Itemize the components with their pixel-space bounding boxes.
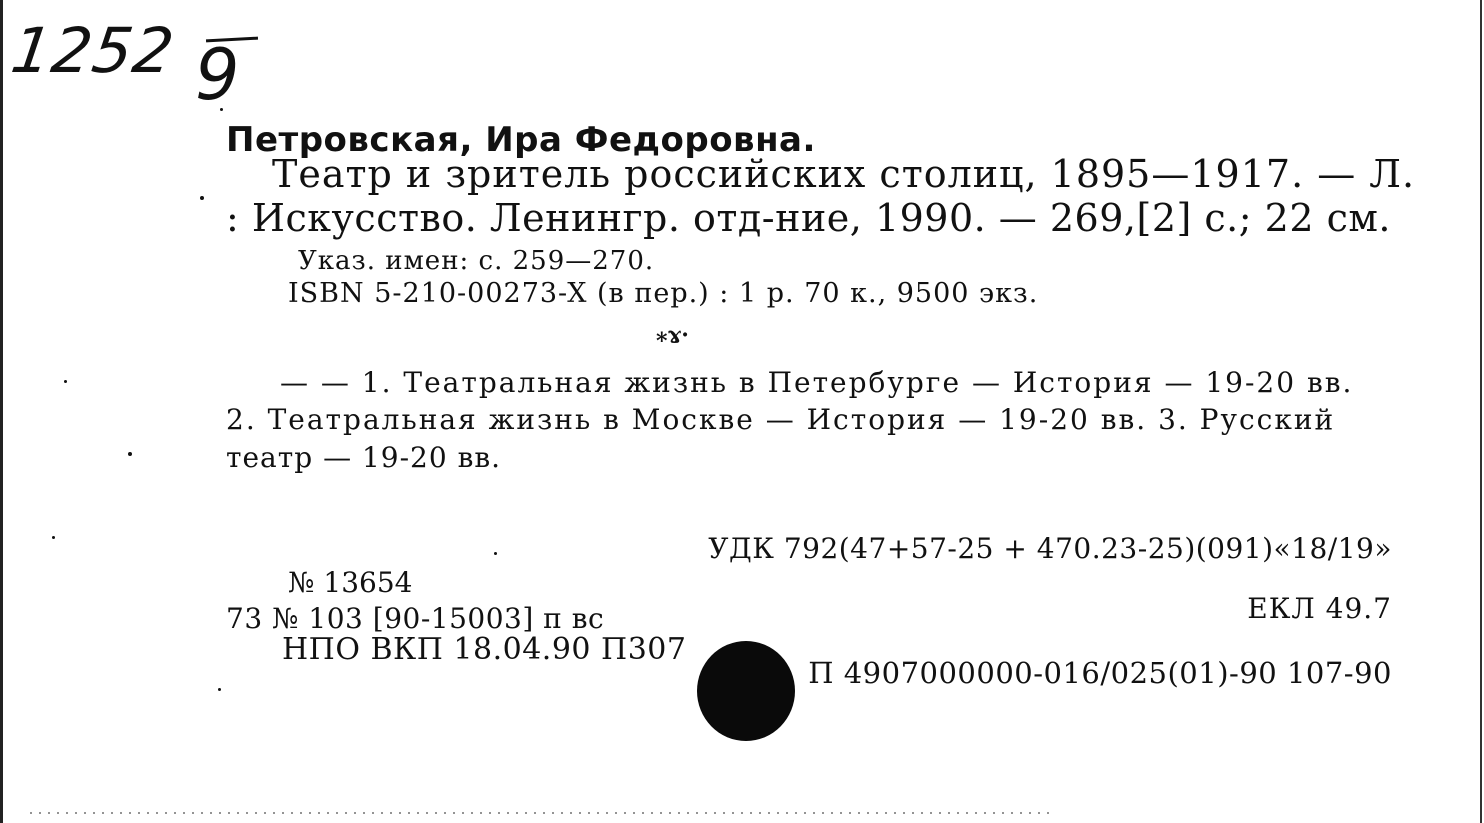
subjects-line-2: 2. Театральная жизнь в Москве — История — 19-20 вв. 3. Русский <box>226 403 1336 436</box>
speck <box>218 688 221 691</box>
speck <box>128 452 132 456</box>
punch-hole <box>697 641 795 741</box>
author-heading: Петровская, Ира Федоровна. <box>226 120 816 160</box>
subjects-line-3: театр — 19-20 вв. <box>226 441 502 474</box>
handwritten-number: 1252 <box>6 14 179 87</box>
isbn-line: ISBN 5-210-00273-X (в пер.) : 1 р. 70 к., 9500 экз. <box>288 278 1039 309</box>
speck <box>494 552 497 555</box>
npo-line: НПО ВКП 18.04.90 П307 <box>282 632 687 667</box>
title-line-2: : Искусство. Ленингр. отд-ние, 1990. — 269,[2] с.; 22 см. <box>226 196 1391 240</box>
bottom-dotted-border <box>30 812 1050 814</box>
card-right-edge <box>1480 0 1482 823</box>
title-line-1: Театр и зритель российских столиц, 1895—1917. — Л. <box>272 152 1416 196</box>
speck <box>64 380 67 383</box>
order-number: 73 № 103 [90-15003] п вс <box>226 602 605 635</box>
speck <box>200 196 204 200</box>
ekl-code: ЕКЛ 49.7 <box>1247 592 1392 625</box>
publication-code: П 4907000000-016/025(01)-90 107-90 <box>808 656 1392 690</box>
card-number: № 13654 <box>288 566 413 599</box>
ornament-mark: ⁎ɤ· <box>656 322 689 348</box>
udk-code: УДК 792(47+57-25 + 470.23-25)(091)«18/19» <box>708 532 1392 565</box>
subjects-line-1: — — 1. Театральная жизнь в Петербурге — История — 19-20 вв. <box>280 366 1354 399</box>
speck <box>52 536 55 539</box>
handwritten-class-mark: 9 <box>195 34 240 116</box>
card-left-edge <box>0 0 3 823</box>
index-note: Указ. имен: с. 259—270. <box>298 246 655 276</box>
